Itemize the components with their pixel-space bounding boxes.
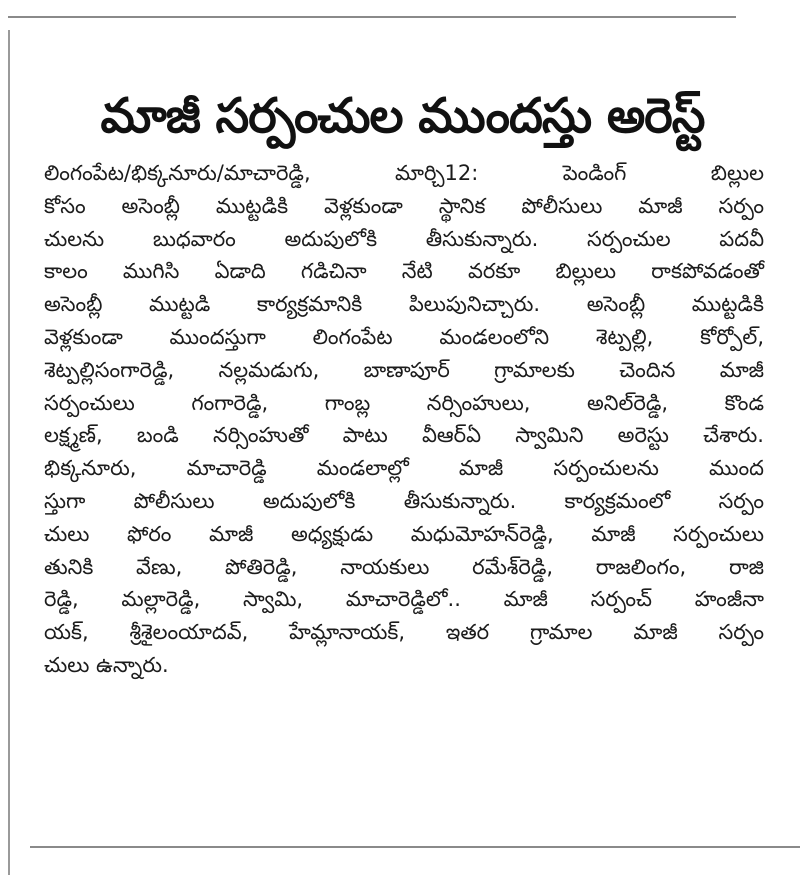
top-rule: [8, 16, 736, 18]
article-line: లక్ష్మణ్, బండి నర్సింహుతో పాటు వీఆర్ఏ స్వామిని అరెస్టు చేశారు.: [44, 423, 764, 448]
left-rule: [8, 30, 10, 875]
article-line: తునికి వేణు, పోతిరెడ్డి, నాయకులు రమేశ్‌రెడ్డి, రాజలింగం, రాజి: [44, 554, 764, 579]
article-line: చులను బుధవారం అదుపులోకి తీసుకున్నారు. సర్పంచుల పదవీ: [44, 226, 764, 251]
article-line: కోసం అసెంబ్లీ ముట్టడికి వెళ్లకుండా స్థానిక పోలీసులు మాజీ సర్పం: [44, 193, 764, 218]
bottom-rule: [30, 846, 800, 848]
headline: మాజీ సర్పంచుల ముందస్తు అరెస్ట్: [100, 88, 705, 145]
article-line: భిక్కనూరు, మాచారెడ్డి మండలాల్లో మాజీ సర్పంచులను ముంద: [44, 456, 764, 481]
article-line: కాలం ముగిసి ఏడాది గడిచినా నేటి వరకూ బిల్లులు రాకపోవడంతో: [44, 259, 764, 284]
article-line: చులు ఉన్నారు.: [44, 652, 169, 677]
article-line: అసెంబ్లీ ముట్టడి కార్యక్రమానికి పిలుపునిచ్చారు. అసెంబ్లీ ముట్టడికి: [44, 292, 764, 317]
article-line: స్తుగా పోలీసులు అదుపులోకి తీసుకున్నారు. కార్యక్రమంలో సర్పం: [44, 488, 764, 513]
article-line: రెడ్డి, మల్లారెడ్డి, స్వామి, మాచారెడ్డిలో.. మాజీ సర్పంచ్ హంజీనా: [44, 587, 764, 612]
article-line: సర్పంచులు గంగారెడ్డి, గాంబ్ల నర్సింహులు, అనిల్‌రెడ్డి, కొండ: [44, 390, 764, 415]
article-line: వెళ్లకుండా ముందస్తుగా లింగంపేట మండలంలోని శెట్పల్లి, కోర్పోల్,: [44, 324, 764, 349]
article-line: చులు ఫోరం మాజీ అధ్యక్షుడు మధుమోహన్‌రెడ్డి, మాజీ సర్పంచులు: [44, 521, 764, 546]
article-line: శెట్పల్లిసంగారెడ్డి, నల్లమడుగు, బాణాపూర్ గ్రామాలకు చెందిన మాజీ: [44, 357, 764, 382]
article-line: యక్, శ్రీశైలంయాదవ్, హేమ్లానాయక్, ఇతర గ్రామాల మాజీ సర్పం: [44, 620, 764, 645]
article-line: లింగంపేట/భిక్కనూరు/మాచారెడ్డి, మార్చి12: పెండింగ్ బిల్లుల: [44, 161, 764, 185]
article-body: [44, 157, 764, 682]
